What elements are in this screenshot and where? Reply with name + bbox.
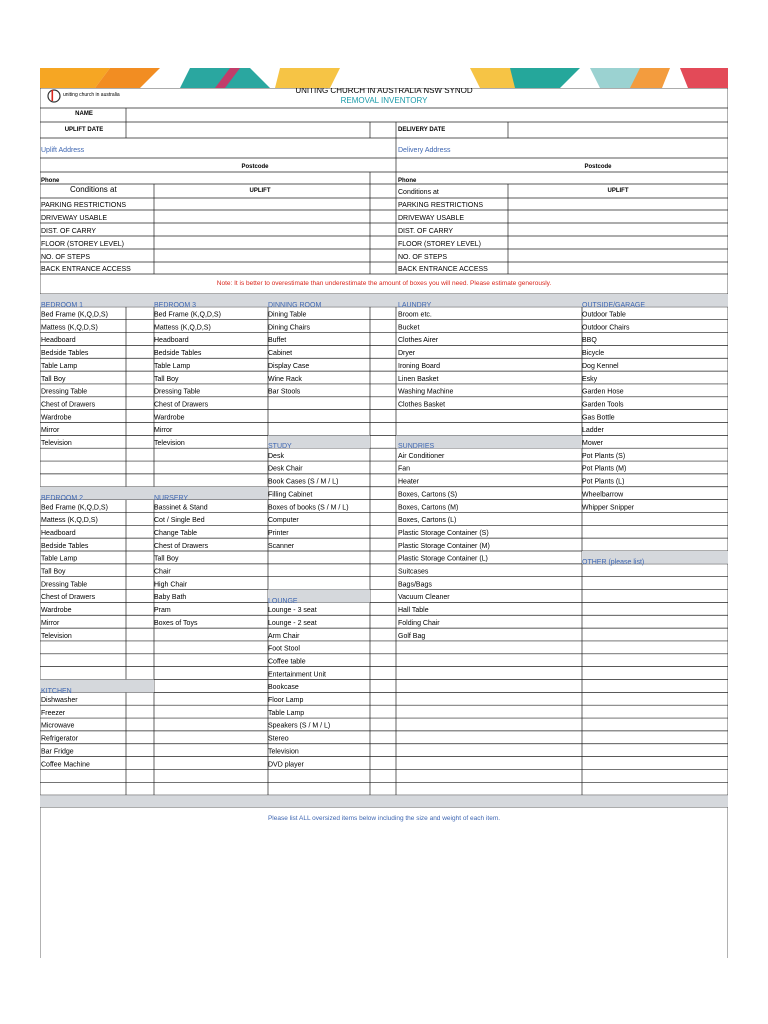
bedroom1-item: Table Lamp: [41, 362, 78, 370]
uplift-column-label: UPLIFT: [249, 188, 271, 194]
section-title-bedroom-1: BEDROOM 1: [41, 302, 84, 309]
boxes-note: Note: It is better to overestimate than underestimate the amount of boxes you will need. Please estimate generously.: [216, 280, 552, 287]
sundries-item: Air Conditioner: [398, 452, 445, 460]
uplift-condition-label: DIST. OF CARRY: [41, 228, 97, 235]
delivery-column-label: UPLIFT: [607, 188, 629, 194]
kitchen-item: Freezer: [41, 709, 66, 717]
delivery-postcode-label: Postcode: [584, 164, 612, 170]
sundries-item: Fan: [398, 465, 411, 473]
nursery-item: High Chair: [154, 581, 188, 589]
bedroom1-item: Television: [41, 440, 72, 447]
dining-item: Cabinet: [268, 350, 293, 358]
dining-item: Dining Table: [268, 311, 307, 319]
study-item: Boxes of books (S / M / L): [268, 504, 349, 512]
bedroom1-item: Wardrobe: [41, 414, 72, 422]
org-title: UNITING CHURCH IN AUSTRALIA NSW SYNOD: [295, 88, 473, 95]
nursery-item: Chest of Drawers: [154, 542, 209, 550]
bedroom1-item: Chest of Drawers: [41, 401, 96, 409]
sundries-item: Plastic Storage Container (L): [398, 555, 488, 563]
study-item: Filling Cabinet: [268, 491, 313, 499]
uplift-postcode-label: Postcode: [241, 164, 269, 170]
study-item: Scanner: [268, 542, 295, 550]
bedroom3-item: Bedside Tables: [154, 350, 202, 358]
bedroom2-item: Chest of Drawers: [41, 594, 96, 602]
sundries-item: Boxes, Cartons (M): [398, 504, 459, 512]
bedroom3-item: Headboard: [154, 337, 189, 345]
bedroom1-item: Mirror: [41, 427, 60, 435]
sundries-item: Suitcases: [398, 568, 429, 576]
kitchen-item: Refrigerator: [41, 735, 78, 743]
study-item: Printer: [268, 529, 289, 537]
inventory-items: [41, 312, 635, 769]
outside-item: Esky: [582, 375, 598, 383]
study-item: Desk: [268, 452, 284, 460]
uplift-condition-label: BACK ENTRANCE ACCESS: [41, 266, 131, 273]
name-label: NAME: [75, 111, 93, 117]
bedroom2-item: Mattess (K,Q,D,S): [41, 517, 98, 525]
logo-circle-icon: [48, 90, 60, 102]
banner-art: [40, 68, 728, 88]
outside-item: Outdoor Chairs: [582, 324, 630, 332]
bedroom3-item: Television: [154, 440, 185, 447]
lounge-item: Bookcase: [268, 684, 299, 692]
laundry-item: Broom etc.: [398, 311, 432, 319]
delivery-condition-label: DIST. OF CARRY: [398, 228, 454, 235]
nursery-item: Bassinet & Stand: [154, 504, 208, 512]
lounge-item: Stereo: [268, 735, 289, 743]
bedroom2-item: Television: [41, 632, 72, 640]
section-title-study: STUDY: [268, 443, 292, 450]
nursery-item: Boxes of Toys: [154, 619, 198, 627]
outside-item: Garden Hose: [582, 388, 624, 396]
outside-item: Outdoor Table: [582, 311, 626, 319]
delivery-condition-label: NO. OF STEPS: [398, 254, 448, 261]
sundries-item: Plastic Storage Container (S): [398, 529, 489, 537]
conditions-rows: [41, 202, 488, 273]
outside-item: Mower: [582, 440, 604, 447]
nursery-item: Pram: [154, 607, 171, 615]
header-banner: [40, 68, 728, 88]
outside-item: Gas Bottle: [582, 414, 615, 422]
bedroom1-item: Mattess (K,Q,D,S): [41, 324, 98, 332]
bedroom2-item: Wardrobe: [41, 607, 72, 615]
section-title-bedroom-3: BEDROOM 3: [154, 302, 197, 309]
laundry-item: Ironing Board: [398, 362, 441, 370]
outside-item: Wheelbarrow: [582, 491, 624, 499]
section-title-bedroom-2: BEDROOM 2: [41, 495, 84, 502]
laundry-item: Clothes Basket: [398, 401, 446, 409]
bedroom1-item: Tall Boy: [41, 375, 66, 383]
lounge-item: Coffee table: [268, 658, 306, 666]
uplift-date-label: UPLIFT DATE: [64, 127, 104, 133]
nursery-item: Cot / Single Bed: [154, 517, 205, 525]
bedroom2-item: Headboard: [41, 529, 76, 537]
logo-text: uniting church in australia: [63, 92, 120, 98]
logo-cross-icon: [52, 90, 54, 101]
section-title-kitchen: KITCHEN: [41, 688, 72, 695]
dining-item: Buffet: [268, 337, 287, 345]
bedroom3-item: Chest of Drawers: [154, 401, 209, 409]
bedroom1-item: Dressing Table: [41, 388, 88, 396]
outside-item: Garden Tools: [582, 401, 624, 409]
study-item: Desk Chair: [268, 465, 303, 473]
outside-item: Dog Kennel: [582, 362, 619, 370]
dining-item: Bar Stools: [268, 388, 301, 396]
uplift-condition-label: FLOOR (STOREY LEVEL): [41, 241, 124, 248]
delivery-conditions-label: Conditions at: [398, 189, 439, 196]
laundry-item: Linen Basket: [398, 375, 439, 383]
grid-lines: [40, 88, 728, 958]
bedroom2-item: Table Lamp: [41, 555, 78, 563]
section-title-outside: OUTSIDE/GARAGE: [582, 302, 646, 309]
outside-item: Pot Plants (L): [582, 478, 625, 486]
bedroom1-item: Headboard: [41, 337, 76, 345]
bedroom3-item: Dressing Table: [154, 388, 201, 396]
laundry-item: Washing Machine: [398, 388, 454, 396]
study-item: Book Cases (S / M / L): [268, 478, 339, 486]
uplift-phone-label: Phone: [41, 178, 60, 184]
outside-item: Bicycle: [582, 350, 605, 358]
oversized-note: Please list ALL oversized items below including the size and weight of each item.: [267, 815, 501, 822]
delivery-date-label: DELIVERY DATE: [398, 127, 446, 133]
bedroom1-item: Bed Frame (K,Q,D,S): [41, 311, 108, 319]
lounge-item: Lounge - 2 seat: [268, 619, 317, 627]
sundries-item: Plastic Storage Container (M): [398, 542, 490, 550]
bedroom2-item: Tall Boy: [41, 568, 66, 576]
sundries-item: Heater: [398, 478, 420, 486]
section-title-laundry: LAUNDRY: [398, 302, 432, 309]
nursery-item: Change Table: [154, 529, 198, 537]
uplift-conditions-label: Conditions at: [70, 185, 117, 194]
nursery-item: Tall Boy: [154, 555, 179, 563]
form-title: REMOVAL INVENTORY: [340, 96, 428, 105]
laundry-item: Dryer: [398, 350, 416, 358]
lounge-item: Lounge - 3 seat: [268, 607, 317, 615]
delivery-address-label: Delivery Address: [398, 147, 451, 154]
uplift-condition-label: NO. OF STEPS: [41, 254, 91, 261]
bedroom1-item: Bedside Tables: [41, 350, 89, 358]
bedroom3-item: Tall Boy: [154, 375, 179, 383]
delivery-phone-label: Phone: [398, 178, 417, 184]
laundry-item: Clothes Airer: [398, 337, 439, 345]
church-logo: [48, 90, 120, 102]
kitchen-item: Coffee Machine: [41, 761, 90, 769]
section-title-lounge: LOUNGE: [268, 598, 298, 605]
uplift-condition-label: PARKING RESTRICTIONS: [41, 202, 127, 209]
sundries-item: Bags/Bags: [398, 581, 432, 589]
delivery-condition-label: BACK ENTRANCE ACCESS: [398, 266, 488, 273]
section-title-dining: DINNING ROOM: [268, 302, 322, 309]
sundries-item: Hall Table: [398, 607, 429, 615]
bedroom3-item: Table Lamp: [154, 362, 191, 370]
sundries-item: Boxes, Cartons (S): [398, 491, 458, 499]
bedroom3-item: Bed Frame (K,Q,D,S): [154, 311, 221, 319]
bedroom2-item: Mirror: [41, 619, 60, 627]
delivery-condition-label: DRIVEWAY USABLE: [398, 215, 465, 222]
nursery-item: Baby Bath: [154, 594, 187, 602]
section-title-nursery: NURSERY: [154, 495, 189, 502]
outside-item: BBQ: [582, 337, 597, 345]
form-grid: [40, 88, 728, 958]
kitchen-item: Bar Fridge: [41, 748, 74, 756]
delivery-condition-label: PARKING RESTRICTIONS: [398, 202, 484, 209]
lounge-item: Table Lamp: [268, 709, 305, 717]
lounge-item: Entertainment Unit: [268, 671, 326, 679]
bedroom3-item: Mattess (K,Q,D,S): [154, 324, 211, 332]
study-item: Computer: [268, 517, 299, 525]
dining-item: Display Case: [268, 362, 310, 370]
sundries-item: Folding Chair: [398, 619, 440, 627]
outside-item: Pot Plants (S): [582, 452, 626, 460]
uplift-address-label: Uplift Address: [41, 147, 85, 154]
bedroom2-item: Dressing Table: [41, 581, 88, 589]
sundries-item: Golf Bag: [398, 632, 426, 640]
lounge-item: Foot Stool: [268, 645, 300, 653]
delivery-condition-label: FLOOR (STOREY LEVEL): [398, 241, 481, 248]
laundry-item: Bucket: [398, 324, 420, 332]
bedroom3-item: Mirror: [154, 427, 173, 435]
sundries-item: Boxes, Cartons (L): [398, 517, 457, 525]
kitchen-item: Dishwasher: [41, 697, 78, 704]
kitchen-item: Microwave: [41, 722, 75, 730]
lounge-item: Speakers (S / M / L): [268, 722, 331, 730]
uplift-condition-label: DRIVEWAY USABLE: [41, 215, 108, 222]
section-title-other: OTHER (please list): [582, 559, 645, 566]
oversized-note-shade: [40, 795, 728, 807]
lounge-item: Floor Lamp: [268, 697, 304, 704]
outside-item: Ladder: [582, 427, 604, 435]
lounge-item: Television: [268, 748, 299, 756]
section-title-sundries: SUNDRIES: [398, 443, 435, 450]
sundries-item: Vacuum Cleaner: [398, 594, 450, 602]
dining-item: Wine Rack: [268, 375, 302, 383]
nursery-item: Chair: [154, 568, 171, 576]
outside-item: Whipper Snipper: [582, 504, 635, 512]
lounge-item: DVD player: [268, 761, 304, 769]
lounge-item: Arm Chair: [268, 632, 300, 640]
bedroom2-item: Bedside Tables: [41, 542, 89, 550]
dining-item: Dining Chairs: [268, 324, 311, 332]
bedroom2-item: Bed Frame (K,Q,D,S): [41, 504, 108, 512]
bedroom3-item: Wardrobe: [154, 414, 185, 422]
removal-inventory-form: [40, 88, 728, 958]
outside-item: Pot Plants (M): [582, 465, 627, 473]
